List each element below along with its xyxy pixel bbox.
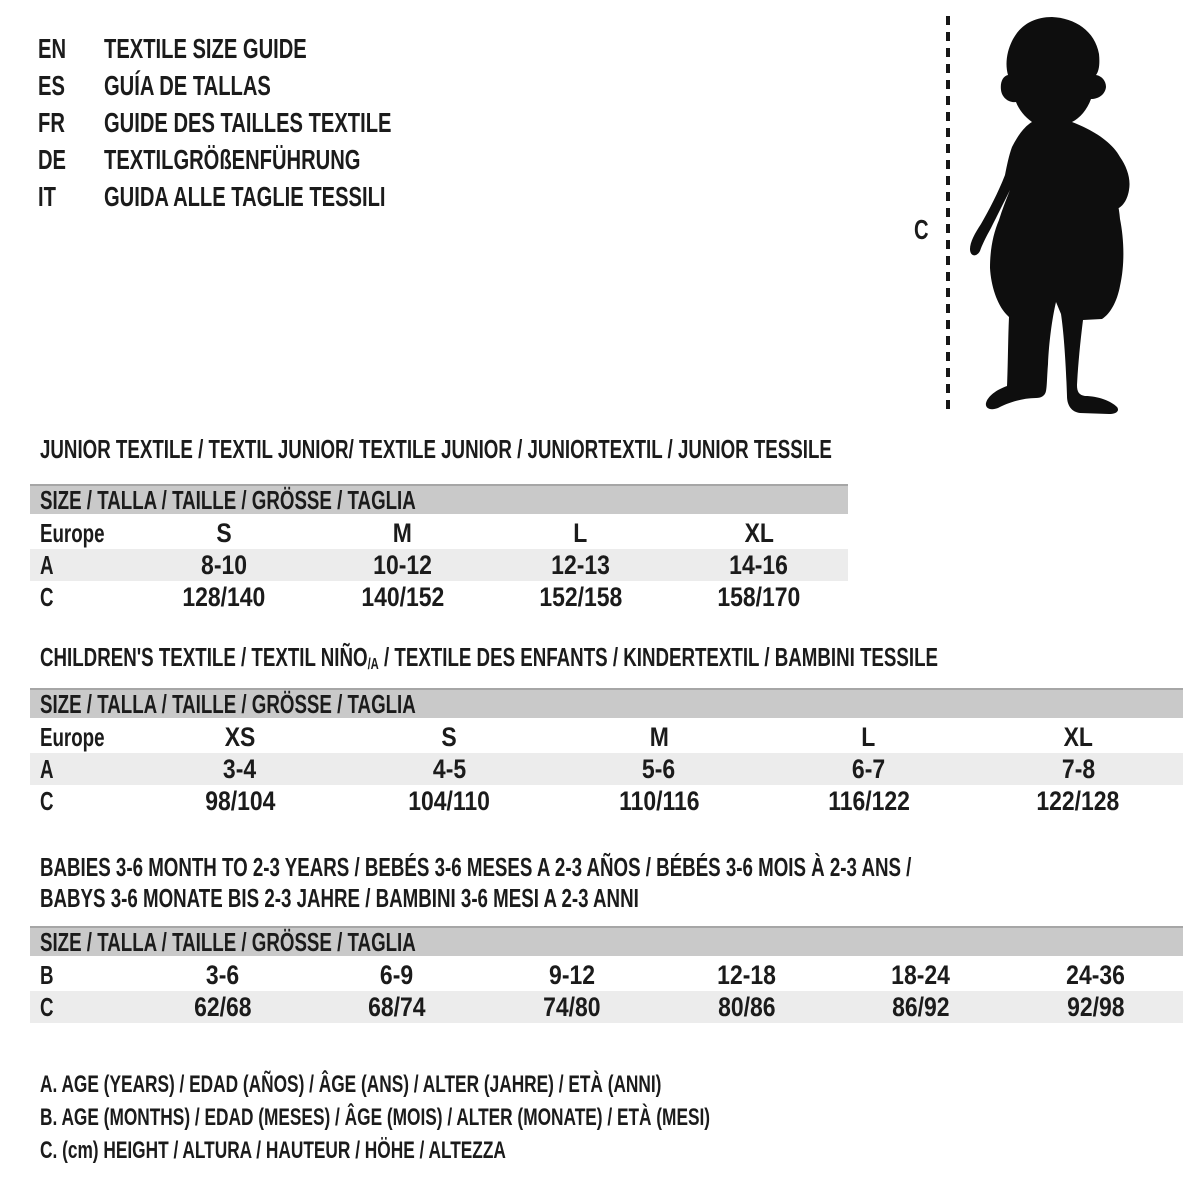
table-row [30,959,1183,991]
language-row-fr [38,104,503,141]
children-section-title: CHILDREN'S TEXTILE / TEXTIL NIÑO/A / TEXTILE DES ENFANTS / KINDERTEXTIL / BAMBINI TESSILE [40,642,939,674]
language-code: FR [38,106,65,138]
table-cell: 6-7 [851,753,886,784]
guide-title-fr: GUIDE DES TAILLES TEXTILE [104,106,392,138]
size-header-bar: SIZE / TALLA / TAILLE / GRÖSSE / TAGLIA [30,484,848,514]
table-cell: 9-12 [548,959,595,990]
table-cell: 24-36 [1066,959,1126,990]
table-cell: 18-24 [891,959,951,990]
table-cell: 4-5 [432,753,466,784]
toddler-silhouette-icon [962,14,1142,416]
table-cell: 6-9 [380,959,414,990]
table-cell: 12-13 [551,549,610,580]
row-label: Europe [40,517,105,548]
babies-section-title-line1: BABIES 3-6 MONTH TO 2-3 YEARS / BEBÉS 3-6 MESES A 2-3 AÑOS / BÉBÉS 3-6 MOIS À 2-3 ANS / [40,852,912,882]
row-label: C [40,581,54,612]
row-label: Europe [40,721,105,752]
table-cell: 122/128 [1036,785,1120,816]
language-row-it [38,178,503,215]
table-row [30,753,1183,785]
table-cell: XL [1063,721,1093,752]
language-code: ES [38,69,65,101]
junior-section-title: JUNIOR TEXTILE / TEXTIL JUNIOR/ TEXTILE JUNIOR / JUNIORTEXTIL / JUNIOR TESSILE [40,434,832,464]
language-code: EN [38,32,67,64]
table-row [30,581,848,613]
row-label: C [40,991,54,1022]
table-cell: M [392,517,412,548]
table-cell: XS [224,721,256,752]
table-row [30,785,1183,817]
row-label: C [40,785,54,816]
language-title-list [38,30,503,215]
table-cell: 3-6 [205,959,239,990]
table-cell: XL [744,517,774,548]
language-code: IT [38,180,56,212]
babies-size-table [30,926,1183,1023]
table-cell: 116/122 [827,785,910,816]
language-row-es [38,67,503,104]
table-cell: 104/110 [408,785,491,816]
table-cell: 74/80 [542,991,601,1022]
footnote-a: A. AGE (YEARS) / EDAD (AÑOS) / ÂGE (ANS) / ALTER (JAHRE) / ETÀ (ANNI) [40,1070,662,1098]
table-cell: 10-12 [373,549,432,580]
table-cell: 62/68 [193,991,252,1022]
nino-a-subscript: /A [367,656,379,674]
language-code: DE [38,143,67,175]
guide-title-it: GUIDA ALLE TAGLIE TESSILI [104,180,386,212]
table-cell: S [216,517,232,548]
junior-size-table [30,484,848,613]
table-row [30,549,848,581]
row-label: A [40,549,54,580]
table-cell: L [861,721,876,752]
guide-title-es: GUÍA DE TALLAS [104,69,271,101]
guide-title-en: TEXTILE SIZE GUIDE [104,32,307,64]
table-cell: 3-4 [223,753,257,784]
table-cell: 12-18 [716,959,776,990]
table-cell: 110/116 [618,785,700,816]
table-cell: 68/74 [368,991,426,1022]
table-cell: 140/152 [360,581,444,612]
table-row [30,991,1183,1023]
table-cell: 8-10 [201,549,248,580]
table-cell: M [649,721,669,752]
table-cell: S [441,721,458,752]
row-label: A [40,753,54,784]
table-cell: 98/104 [204,785,275,816]
table-cell: L [573,517,588,548]
table-row [30,721,1183,753]
table-cell: 86/92 [892,991,950,1022]
table-cell: 7-8 [1061,753,1095,784]
language-row-de [38,141,503,178]
footnote-c: C. (cm) HEIGHT / ALTURA / HAUTEUR / HÖHE / ALTEZZA [40,1136,506,1164]
table-cell: 5-6 [642,753,676,784]
table-row [30,517,848,549]
table-cell: 158/170 [717,581,801,612]
size-header-bar: SIZE / TALLA / TAILLE / GRÖSSE / TAGLIA [30,688,1183,718]
table-cell: 152/158 [539,581,623,612]
height-measure-dashed-line [946,16,950,416]
size-header-bar: SIZE / TALLA / TAILLE / GRÖSSE / TAGLIA [30,926,1183,956]
table-cell: 92/98 [1066,991,1125,1022]
row-label: B [40,959,54,990]
table-cell: 14-16 [729,549,789,580]
table-cell: 128/140 [182,581,266,612]
footnote-b: B. AGE (MONTHS) / EDAD (MESES) / ÂGE (MOIS) / ALTER (MONATE) / ETÀ (MESI) [40,1103,711,1131]
height-measure-label: C [914,214,929,245]
children-size-table [30,688,1183,817]
table-cell: 80/86 [717,991,776,1022]
language-row-en [38,30,503,67]
guide-title-de: TEXTILGRÖßENFÜHRUNG [104,143,361,175]
legend-footnotes [40,1068,971,1167]
babies-section-title-line2: BABYS 3-6 MONATE BIS 2-3 JAHRE / BAMBINI 3-6 MESI A 2-3 ANNI [40,883,639,913]
